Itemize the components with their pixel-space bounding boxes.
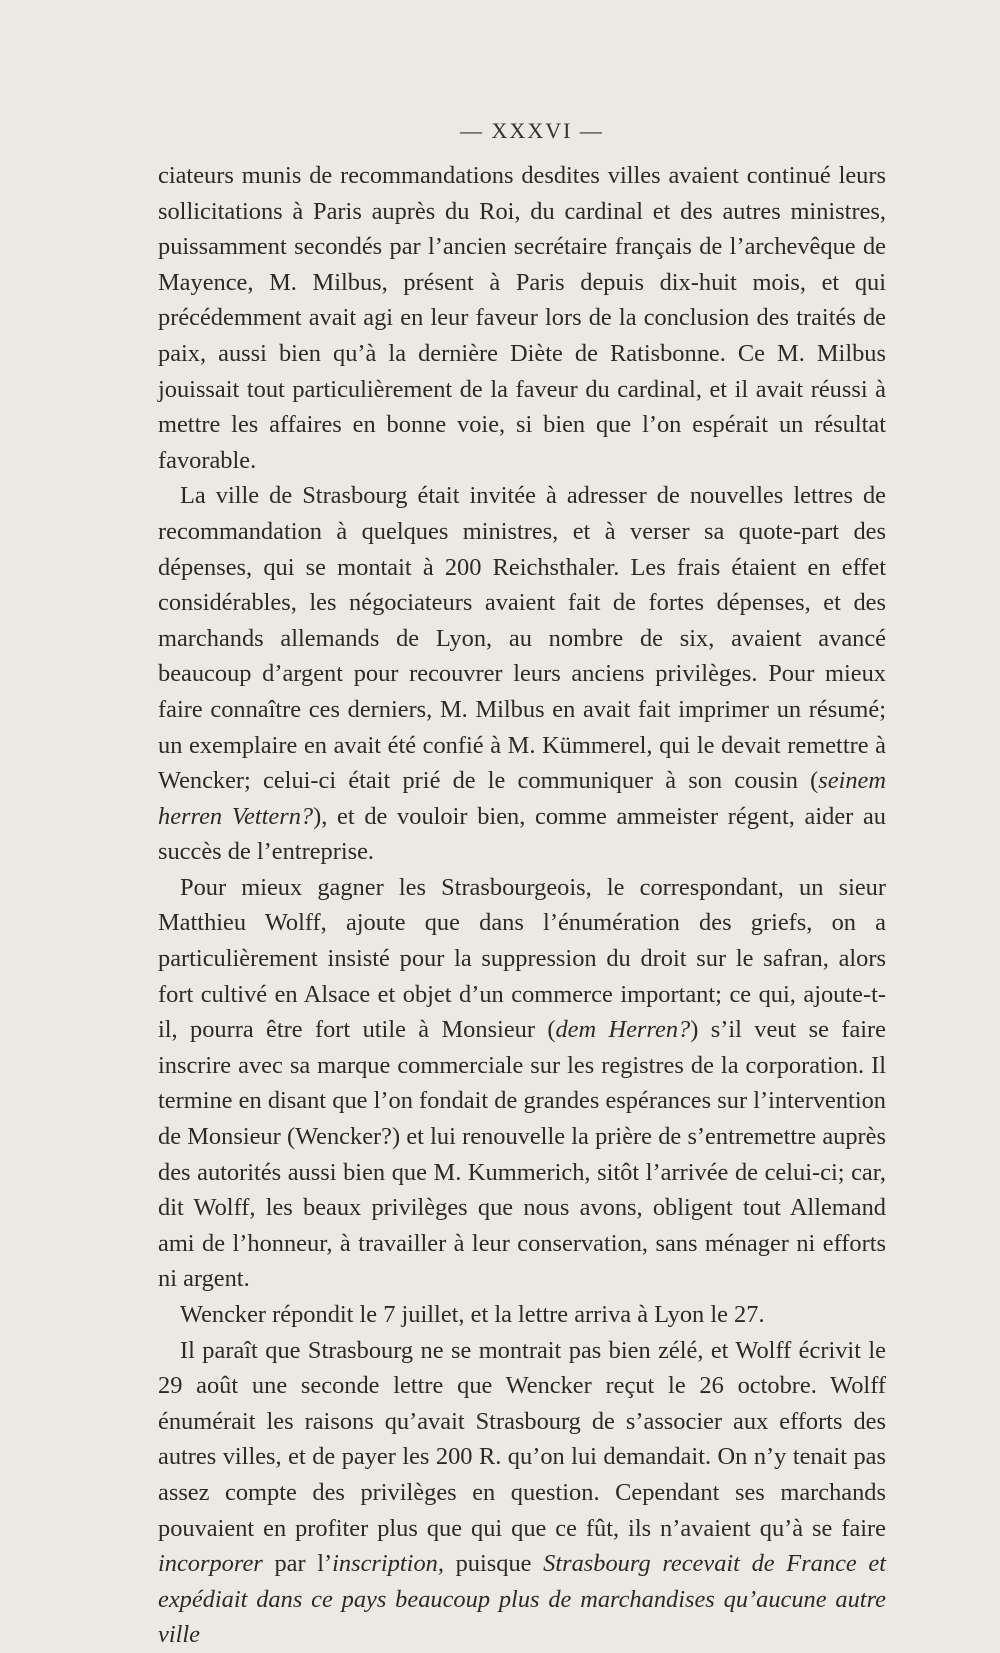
paragraph-5 [158, 1333, 886, 1653]
paragraph-5-text-c: puisque [443, 1550, 544, 1578]
paragraph-3 [158, 870, 886, 1297]
paragraph-5-italic-1: incorporer [158, 1550, 263, 1578]
running-head: — XXXVI — [460, 118, 604, 143]
paragraph-5-italic-2: inscription, [332, 1550, 444, 1578]
paragraph-2 [158, 478, 886, 870]
paragraph-1: ciateurs munis de recommandations desdites villes avaient continué leurs sollicitations à Paris auprès du Roi, du cardinal et des autres ministres, puissamment secondés par l’ancien secrétaire français de l’archevêque de Mayence, M. Milbus, présent à Paris depuis dix-huit mois, et qui précédemment avait agi en leur faveur lors de la conclusion des traités de paix, aussi bien qu’à la dernière Diète de Ratisbonne. Ce M. Milbus jouissait tout particulièrement de la faveur du cardinal, et il avait réussi à mettre les affaires en bonne voie, si bien que l’on espérait un résultat favorable. [158, 162, 886, 474]
paragraph-2-text-a: La ville de Strasbourg était invitée à adresser de nouvelles lettres de recommandation à quelques ministres, et à verser sa quote-part des dépenses, qui se montait à 200 Reichsthaler. Les frais étaient en effet considérables, les négociateurs avaient fait de fortes dépenses, et des marchands allemands de Lyon, au nombre de six, avaient avancé beaucoup d’argent pour recouvrer leurs anciens privilèges. Pour mieux faire connaître ces derniers, M. Milbus en avait fait imprimer un résumé; un exemplaire en avait été confié à M. Kümmerel, qui le devait remettre à Wencker; celui-ci était prié de le communiquer à son cousin ( [158, 482, 886, 795]
paragraph-5-text-b: par l’ [262, 1550, 333, 1578]
paragraph-2-text-b: ), et de vouloir bien, comme ammeister régent, aider au succès de l’entreprise. [158, 802, 887, 866]
paragraph-5-text-a: Il paraît que Strasbourg ne se montrait pas bien zélé, et Wolff écrivit le 29 août une seconde lettre que Wencker reçut le 26 octobre. Wolff énumérait les raisons qu’avait Strasbourg de s’associer aux efforts des autres villes, et de payer les 200 R. qu’on lui demandait. On n’y tenait pas assez compte des privilèges en question. Cependant ses marchands pouvaient en profiter plus que qui que ce fût, ils n’avaient qu’à se faire [158, 1336, 886, 1542]
paragraph-3-italic: dem Herren? [555, 1016, 691, 1044]
paragraph-2-italic: seinem herren Vettern? [158, 767, 886, 830]
paragraph-3-text-b: ) s’il veut se faire inscrire avec sa marque commerciale sur les registres de la corporation. Il termine en disant que l’on fondait de grandes espérances sur l’intervention de Monsieur (Wencker?) et lui renouvelle la prière de s’entremettre auprès des autorités aussi bien que M. Kummerich, sitôt l’arrivée de celui-ci; car, dit Wolff, les beaux privilèges que nous avons, obligent tout Allemand ami de l’honneur, à travailler à leur conservation, sans ménager ni efforts ni argent. [158, 1016, 887, 1293]
body-text [158, 158, 886, 1653]
paragraph-5-italic-3: Strasbourg recevait de France et expédiait dans ce pays beaucoup plus de marchandises qu’aucune autre ville [158, 1550, 886, 1649]
paragraph-3-text-a: Pour mieux gagner les Strasbourgeois, le correspondant, un sieur Matthieu Wolff, ajoute que dans l’énumération des griefs, on a particulièrement insisté pour la suppression du droit sur le safran, alors fort cultivé en Alsace et objet d’un commerce important; ce qui, ajoute-t-il, pourra être fort utile à Monsieur ( [158, 873, 886, 1044]
paragraph-4: Wencker répondit le 7 juillet, et la lettre arriva à Lyon le 27. [180, 1301, 765, 1328]
